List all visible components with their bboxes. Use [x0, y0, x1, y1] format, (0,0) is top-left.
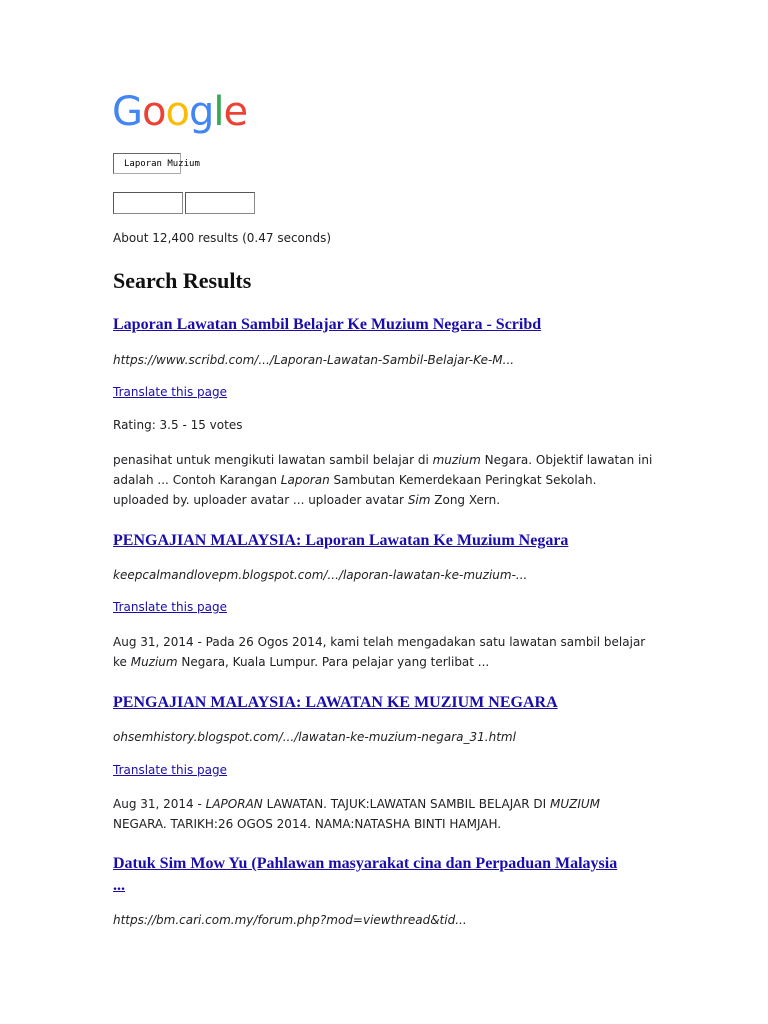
result-url: https://www.scribd.com/.../Laporan-Lawatan-Sambil-Belajar-Ke-M... [113, 353, 515, 367]
result-rating: Rating: 3.5 - 15 votes [113, 418, 243, 432]
logo-letter: o [142, 89, 166, 135]
google-logo[interactable] [112, 88, 247, 136]
search-input[interactable]: Laporan Muzium [113, 153, 181, 174]
lucky-button[interactable] [185, 192, 255, 214]
result-url: ohsemhistory.blogspot.com/.../lawatan-ke-muzium-negara_31.html [113, 730, 516, 744]
translate-link[interactable]: Translate this page [113, 763, 227, 777]
result-url: keepcalmandlovepm.blogspot.com/.../laporan-lawatan-ke-muzium-... [113, 568, 528, 582]
translate-link[interactable]: Translate this page [113, 385, 227, 399]
snippet-text: LAWATAN. TAJUK:LAWATAN SAMBIL BELAJAR DI [262, 797, 550, 811]
snippet-highlight: MUZIUM [549, 797, 601, 811]
result-snippet [113, 794, 653, 834]
snippet-text: Sambutan Kemerdekaan Peringkat Sekolah. uploaded by. uploader avatar ... uploader avatar [113, 473, 597, 507]
snippet-highlight: muzium [432, 453, 481, 467]
result-stats: About 12,400 results (0.47 seconds) [113, 231, 332, 245]
snippet-text: Negara. Objektif lawatan ini adalah ... Contoh Karangan [113, 453, 653, 487]
logo-letter: o [165, 89, 189, 135]
snippet-highlight: LAPORAN [205, 797, 263, 811]
snippet-highlight: Laporan [280, 473, 330, 487]
logo-letter: l [213, 89, 224, 135]
result-url: https://bm.cari.com.my/forum.php?mod=viewthread&tid... [113, 913, 467, 927]
page-title: Search Results [113, 268, 252, 293]
result-title-link[interactable]: Laporan Lawatan Sambil Belajar Ke Muzium Negara - Scribd [113, 316, 542, 333]
result-snippet [113, 450, 653, 510]
logo-letter: g [188, 89, 214, 135]
logo-letter: G [112, 89, 142, 135]
snippet-highlight: Muzium [130, 655, 178, 669]
snippet-highlight: Sim [407, 493, 431, 507]
snippet-text: Negara, Kuala Lumpur. Para pelajar yang terlibat ... [177, 655, 490, 669]
logo-letter: e [223, 89, 248, 135]
snippet-text: Zong Xern. [430, 493, 501, 507]
snippet-text: Aug 31, 2014 - [113, 797, 206, 811]
result-title-link[interactable]: Datuk Sim Mow Yu (Pahlawan masyarakat cina dan Perpaduan Malaysia ... [113, 855, 618, 894]
result-snippet [113, 632, 653, 672]
snippet-text: NEGARA. TARIKH:26 OGOS 2014. NAMA:NATASHA BINTI HAMJAH. [113, 817, 502, 831]
result-title-link[interactable]: PENGAJIAN MALAYSIA: LAWATAN KE MUZIUM NEGARA [113, 694, 558, 711]
search-button[interactable] [113, 192, 183, 214]
snippet-text: penasihat untuk mengikuti lawatan sambil belajar di [113, 453, 433, 467]
snippet-text: Aug 31, 2014 - Pada 26 Ogos 2014, kami telah mengadakan satu lawatan sambil belajar ke [113, 635, 646, 669]
translate-link[interactable]: Translate this page [113, 600, 227, 614]
result-title-link[interactable]: PENGAJIAN MALAYSIA: Laporan Lawatan Ke Muzium Negara [113, 532, 569, 549]
